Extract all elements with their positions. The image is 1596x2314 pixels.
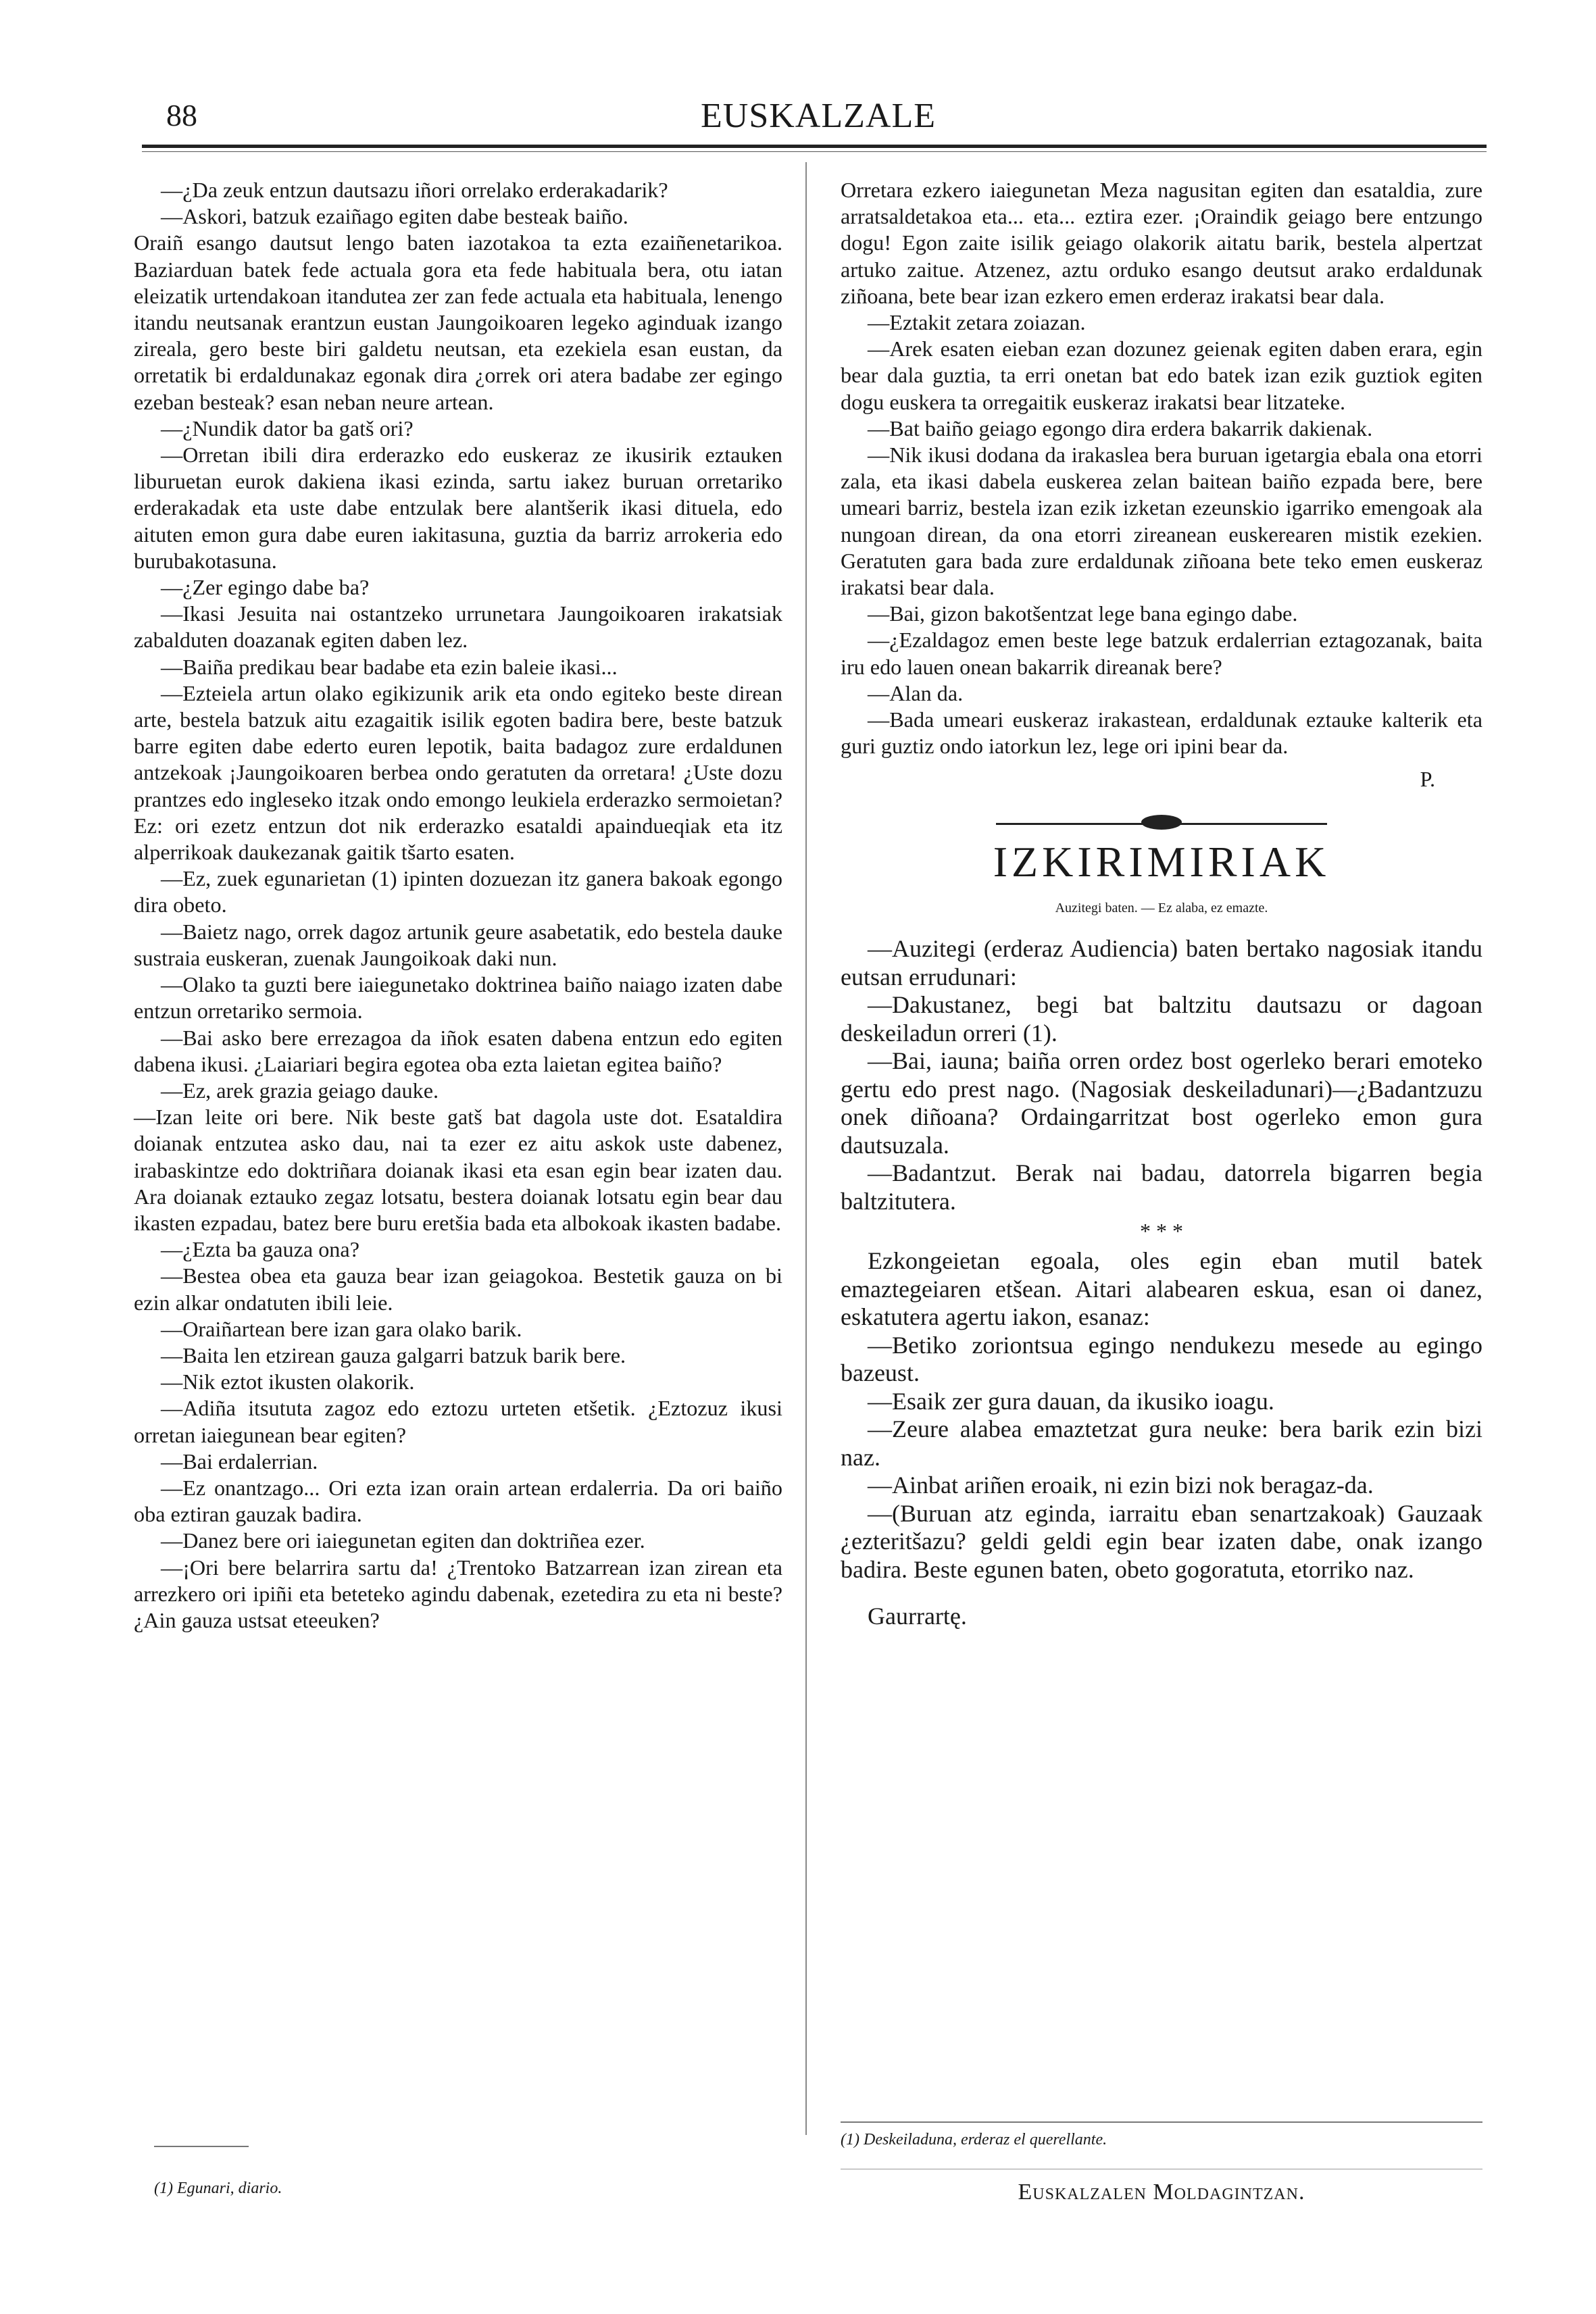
stars-divider: * * *: [1140, 1219, 1183, 1244]
section-paragraph: —Dakustanez, begi bat baltzitu dautsazu or dagoan deskeiladun orreri (1).: [841, 991, 1482, 1047]
ornament-center: [1141, 815, 1182, 830]
header-rule: [142, 145, 1487, 148]
left-paragraph: —Baietz nago, orrek dagoz artunik geure asabetatik, edo bestela dauke sustraia euskeran, zuenak Jaungoikoak daki nun.: [134, 919, 782, 970]
right-top-paragraph: —Arek esaten eieban ezan dozunez geienak egiten daben erara, egin bear dala guztia, ta erri onetan bat edo batek izan ezik guztiok egiten dogu euskera ta orregaitik euskeraz irakatsi bear litzateke.: [841, 336, 1482, 414]
left-paragraph: —Orretan ibili dira erderazko edo euskeraz ze ikusirik eztauken liburuetan eurok dakiena ikasi ezinda, sartu iakez buruan orretariko erderakadak eta uste dabe entzulak bere alantšerik ikasi dituela, edo aituten emon gura dabe euren iakitasuna, guztia da barriz arrokeria edo burubakotasuna.: [134, 443, 782, 573]
section-title: IZKIRIMIRIAK: [993, 837, 1330, 886]
section-paragraph: —Bai, iauna; baiña orren ordez bost ogerleko berari emoteko gertu edo prest nago. (Nagosiak deskeiladunari)—¿Badantzuzu onek diñoana? Ordaingarritzat bost ogerleko emon gura dautsuzala.: [841, 1047, 1482, 1159]
left-paragraph: —Baita len etzirean gauza galgarri batzuk barik bere.: [161, 1342, 626, 1367]
left-paragraph: —¿Zer egingo dabe ba?: [161, 575, 370, 600]
left-footnote: (1) Egunari, diario.: [154, 2180, 282, 2197]
left-paragraph: —Danez bere ori iaiegunetan egiten dan doktriñea ezer.: [161, 1528, 645, 1553]
left-paragraph: —Askori, batzuk ezaiñago egiten dabe besteak baiño.: [161, 204, 628, 229]
story-paragraph: —Ainbat ariñen eroaik, ni ezin bizi nok beragaz-da.: [868, 1472, 1374, 1499]
section-paragraph: —Badantzut. Berak nai badau, datorrela bigarren begia baltzitutera.: [841, 1159, 1482, 1215]
left-paragraph: —¿Nundik dator ba gatš ori?: [161, 416, 414, 441]
right-top-paragraph: —Alan da.: [868, 680, 964, 705]
left-paragraph: —Oraiñartean bere izan gara olako barik.: [161, 1316, 522, 1341]
left-paragraph: —Adiña itsututa zagoz edo eztozu urteten etšetik. ¿Eztozuz ikusi orretan iaiegunean bear egiten?: [134, 1396, 782, 1447]
story-paragraph: —(Buruan atz eginda, iarraitu eban senartzakoak) Gauzaak ¿ezteritšazu? geldi geldi egin bear izaten dabe, onak izango badira. Beste egunen baten, obeto gogoratuta, etorriko naz.: [841, 1499, 1482, 1583]
right-top-paragraph: —Bada umeari euskeraz irakastean, erdaldunak eztauke kalterik eta guri guztiz ondo iatorkun lez, lege ori ipini bear da.: [841, 707, 1482, 759]
story-paragraph: —Zeure alabea emaztetzat gura neuke: bera barik ezin bizi naz.: [841, 1415, 1482, 1471]
left-paragraph: —Ez, zuek egunarietan (1) ipinten dozuezan itz ganera bakoak egongo dira obeto.: [134, 866, 782, 917]
right-column-text: [841, 177, 1482, 759]
story-paragraph: —Esaik zer gura dauan, da ikusiko ioagu.: [868, 1387, 1274, 1415]
left-paragraph: —¿Da zeuk entzun dautsazu iñori orrelako erderakadarik?: [161, 178, 668, 202]
left-paragraph: —Nik eztot ikusten olakorik.: [161, 1369, 415, 1394]
left-paragraph: —Ezteiela artun olako egikizunik arik eta ondo egiteko beste direan arte, bestela batzuk aitu ezagaitik isilik egoten badira bere, beste batzuk barre egiten dabe ederto euren lepotik, baita badagoz zure erdaldunen antzekoak ¡Jaungoikoaren berbea ondo geratuten da orretara! ¿Uste dozu prantzes edo ingleseko itzak ondo emongo leukiela erderazko sermoietan? Ez: ori ezetz entzun dot nik erderazko esataldi apaindueqiak eta itz alperrikoak daukezanak gaitik tšarto esaten.: [134, 680, 782, 865]
right-top-paragraph: —Nik ikusi dodana da irakaslea bera buruan igetargia ebala ona etorri zala, eta ikasi dabela euskerea zelan baitean baiño ezpada bere, bere umeari barriz, bestela izan ezik izketan ezeunskio igarriko emengoak ala nungoan direan, da ona etorri zireanean euskerearen mistik ezekien. Geratuten gara bada zure erdaldunak ziñoana bete teko emen euskeraz irakatsi bear dala.: [841, 443, 1482, 600]
right-column: [841, 177, 1482, 1631]
page-header: [154, 95, 1482, 142]
left-paragraph: —Ez onantzago... Ori ezta izan orain artean erdalerria. Da ori baiño oba eztiran gauzak badira.: [134, 1475, 782, 1527]
section-text: [841, 935, 1482, 1215]
left-paragraph: —Izan leite ori bere. Nik beste gatš bat dagola uste dot. Esataldira doianak entzutea asko dau, nai ta ezer ez aitu askok uste dabenez, irabaskintze edo doktriñara doianak ikasi eta esan egin bear izaten dau. Ara doianak eztauko zegaz lotsatu, bestera doianak lotsatu egin bear dau ikasten ezpadau, batez bere buru eretšia bada eta albokoak ikasten badabe.: [134, 1105, 782, 1235]
left-paragraph: —¡Ori bere belarrira sartu da! ¿Trentoko Batzarrean izan zirean eta arrezkero ori ipiñi eta beteteko agindu dabenak, ezetedira zu eta ni beste? ¿Ain gauza ustsat eteeuken?: [134, 1555, 782, 1632]
page-number: 88: [166, 98, 197, 132]
running-title: EUSKALZALE: [701, 97, 936, 135]
left-column: [134, 177, 782, 1634]
section-paragraph: —Auzitegi (erderaz Audiencia) baten bertako nagosiak itandu eutsan errudunari:: [841, 935, 1482, 990]
story-paragraph: —Betiko zoriontsua egingo nendukezu mesede au egingo bazeust.: [841, 1331, 1482, 1387]
ornament-divider: [841, 809, 1482, 836]
column-divider: [805, 162, 807, 2135]
right-top-paragraph: —Bai, gizon bakotšentzat lege bana egingo dabe.: [868, 601, 1298, 626]
story-text: [841, 1247, 1482, 1584]
story-paragraph: Ezkongeietan egoala, oles egin eban mutil batek emaztegeiaren etšean. Aitari alabearen eskua, esan oi danez, eskatutera agertu iakon, esanaz:: [841, 1247, 1482, 1331]
header-rule-thin: [142, 151, 1487, 152]
right-top-paragraph: —Eztakit zetara zoiazan.: [868, 310, 1086, 335]
left-paragraph: —¿Ezta ba gauza ona?: [161, 1237, 359, 1262]
right-top-paragraph: Orretara ezkero iaiegunetan Meza nagusitan egiten dan esataldia, zure arratsaldetakoa eta... eta... eztira ezer. ¡Oraindik geiago bere entzungo dogu! Egon zaite isilik geiago olakorik aitatu barik, bestela alpertzat artuko zaitue. Atzenez, aztu orduko esango deutsut arako erdaldunak ziñoana, bete bear izan ezkero emen erderaz irakatsi bear dala.: [841, 178, 1482, 308]
left-paragraph: —Baiña predikau bear badabe eta ezin baleie ikasi...: [161, 654, 618, 679]
left-footnote-rule: [154, 2146, 249, 2147]
right-footnote: (1) Deskeiladuna, erderaz el querellante.: [841, 2131, 1107, 2148]
section-subtitle: Auzitegi baten. — Ez alaba, ez emazte.: [1055, 900, 1268, 915]
right-footnote-rule: [841, 2121, 1482, 2123]
left-paragraph: —Bestea obea eta gauza bear izan geiagokoa. Bestetik gauza on bi ezin alkar ondatuten ibili leie.: [134, 1263, 782, 1315]
imprint: Euskalzalen Moldagintzan.: [1018, 2180, 1305, 2205]
right-top-paragraph: —Bat baiño geiago egongo dira erdera bakarrik dakienak.: [868, 416, 1373, 441]
left-paragraph: —Bai asko bere errezagoa da iñok esaten dabena entzun edo egiten dabena ikusi. ¿Laiariari begira egotea oba ezta laietan egitea baiño?: [134, 1025, 782, 1076]
left-paragraph: —Ikasi Jesuita nai ostantzeko urrunetara Jaungoikoaren irakatsiak zabalduten doazanak egiten daben lez.: [134, 601, 782, 653]
right-signature: Gaurrartę.: [868, 1603, 967, 1630]
right-top-paragraph: —¿Ezaldagoz emen beste lege batzuk erdalerrian eztagozanak, baita iru edo lauen onean bakarrik direanak bere?: [841, 628, 1482, 679]
left-paragraph: Oraiñ esango dautsut lengo baten iazotakoa ta ezta ezaiñenetarikoa. Baziarduan batek fede actuala gora eta fede habituala bera, otu iatan eleizatik urtendakoan itandutea zer zan fede actuala eta habituala, lenengo itandu neutsanak erantzun eustan Jaungoikoaren legeko aginduak izango zireala, gero beste biri galdetu neutsan, eta ezekiela esan eustan, da orretatik bi erdaldunakaz egonak dira ¿orrek ori atera badabe zer egingo ezeban besteak? esan neban neure artean.: [134, 230, 782, 414]
left-paragraph: —Bai erdalerrian.: [161, 1449, 318, 1474]
left-paragraph: —Ez, arek grazia geiago dauke.: [161, 1078, 439, 1103]
signature: P.: [1420, 767, 1435, 792]
left-paragraph: —Olako ta guzti bere iaiegunetako doktrinea baiño naiago izaten dabe entzun orretariko sermoia.: [134, 972, 782, 1024]
